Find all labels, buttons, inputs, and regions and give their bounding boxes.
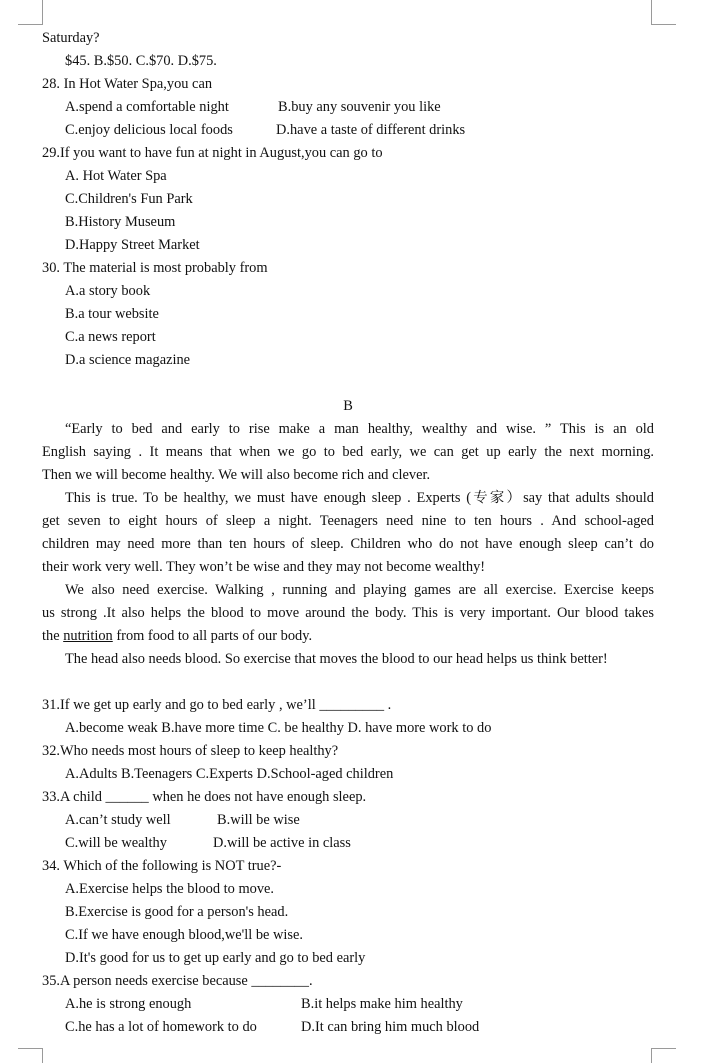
q33-options-row2 — [42, 832, 654, 855]
passage-p2-line2: get seven to eight hours of sleep a night. Teenagers need nine to ten hours . And school-aged — [42, 513, 654, 529]
q27-stem-tail: Saturday? — [42, 30, 100, 46]
crop-mark-bottom-right — [651, 1048, 676, 1063]
q28-options-row1 — [42, 96, 654, 119]
passage-p4-line1: The head also needs blood. So exercise that moves the blood to our head helps us think better! — [65, 651, 608, 667]
q28-options-row2 — [42, 119, 654, 142]
spacer — [42, 372, 654, 395]
q33-option-d: D.will be active in class — [213, 835, 351, 851]
q34-stem: 34. Which of the following is NOT true?- — [42, 858, 282, 874]
q27-options: $45. B.$50. C.$70. D.$75. — [65, 53, 217, 69]
passage-p2-line1: This is true. To be healthy, we must have enough sleep . Experts (专家）say that adults should — [65, 490, 654, 506]
q29-option-d: D.Happy Street Market — [65, 237, 200, 253]
passage-p1-line2: English saying . It means that when we go to bed early, we can get up early the next morning. — [42, 444, 654, 460]
passage-p2-line4: their work very well. They won’t be wise and they may not become wealthy! — [42, 559, 486, 575]
q30-stem: 30. The material is most probably from — [42, 260, 268, 276]
q30-option-c: C.a news report — [65, 329, 156, 345]
q29-option-b: B.History Museum — [65, 214, 176, 230]
exam-page — [42, 27, 654, 1039]
q29-stem: 29.If you want to have fun at night in August,you can go to — [42, 145, 383, 161]
q29-option-a: A. Hot Water Spa — [65, 168, 167, 184]
crop-mark-top-right — [651, 0, 676, 25]
q30-option-b: B.a tour website — [65, 306, 159, 322]
passage-p1-line1: “Early to bed and early to rise make a man healthy, wealthy and wise. ” This is an old — [65, 421, 654, 437]
q28-option-d: D.have a taste of different drinks — [276, 122, 466, 138]
passage-p2-line3: children may need more than ten hours of sleep. Children who do not have enough sleep can’t do — [42, 536, 654, 552]
q32-options: A.Adults B.Teenagers C.Experts D.School-aged children — [65, 766, 394, 782]
q31-stem: 31.If we get up early and go to bed early , we’ll _________ . — [42, 697, 392, 713]
passage-p3-line3-pre: the — [42, 628, 64, 644]
q35-option-d: D.It can bring him much blood — [301, 1019, 480, 1035]
q31-options: A.become weak B.have more time C. be healthy D. have more work to do — [65, 720, 492, 736]
q34-option-c: C.If we have enough blood,we'll be wise. — [65, 927, 303, 943]
underlined-word-nutrition: nutrition — [63, 628, 113, 644]
q35-option-c: C.he has a lot of homework to do — [65, 1019, 257, 1035]
q30-option-d: D.a science magazine — [65, 352, 191, 368]
q34-option-a: A.Exercise helps the blood to move. — [65, 881, 275, 897]
q33-option-c: C.will be wealthy — [65, 835, 167, 851]
q35-stem: 35.A person needs exercise because ________. — [42, 973, 313, 989]
q33-option-a: A.can’t study well — [65, 812, 171, 828]
crop-mark-top-left — [18, 0, 43, 25]
passage-p3-line3 — [42, 625, 654, 648]
q33-option-b: B.will be wise — [217, 812, 300, 828]
q29-option-c: C.Children's Fun Park — [65, 191, 193, 207]
q35-option-a: A.he is strong enough — [65, 996, 192, 1012]
q35-options-row1 — [42, 993, 654, 1016]
passage-p1-line3: Then we will become healthy. We will also become rich and clever. — [42, 467, 431, 483]
q34-option-d: D.It's good for us to get up early and go to bed early — [65, 950, 366, 966]
q28-option-a: A.spend a comfortable night — [65, 99, 229, 115]
q35-option-b: B.it helps make him healthy — [301, 996, 463, 1012]
q33-options-row1 — [42, 809, 654, 832]
q33-stem: 33.A child ______ when he does not have enough sleep. — [42, 789, 367, 805]
crop-mark-bottom-left — [18, 1048, 43, 1063]
q28-stem: 28. In Hot Water Spa,you can — [42, 76, 213, 92]
passage-p3-line3-post: from food to all parts of our body. — [112, 628, 313, 644]
passage-heading: B — [343, 398, 353, 414]
passage-p3-line1: We also need exercise. Walking , running and playing games are all exercise. Exercise keeps — [65, 582, 654, 598]
spacer — [42, 671, 654, 694]
q34-option-b: B.Exercise is good for a person's head. — [65, 904, 289, 920]
q28-option-b: B.buy any souvenir you like — [278, 99, 441, 115]
q30-option-a: A.a story book — [65, 283, 151, 299]
q28-option-c: C.enjoy delicious local foods — [65, 122, 233, 138]
q35-options-row2 — [42, 1016, 654, 1039]
passage-p3-line2: us strong .It also helps the blood to move around the body. This is very important. Our blood takes — [42, 605, 654, 621]
q32-stem: 32.Who needs most hours of sleep to keep healthy? — [42, 743, 339, 759]
